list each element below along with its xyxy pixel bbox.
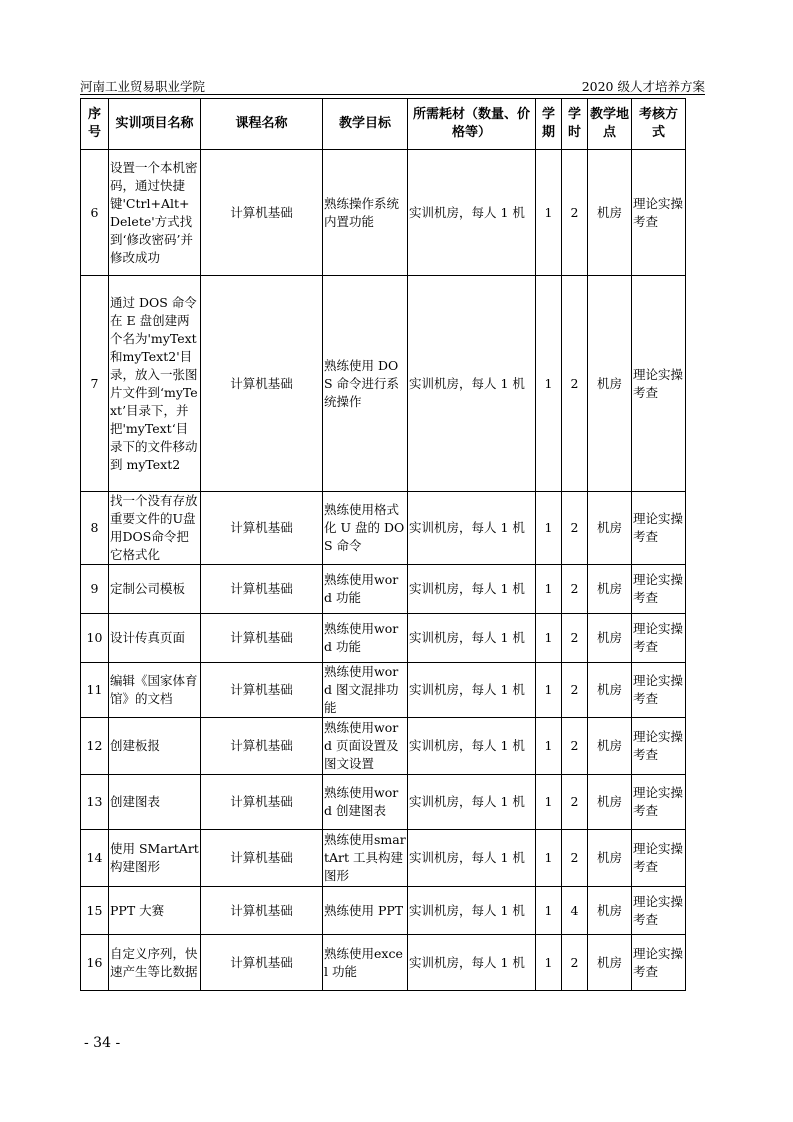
- cell-course: 计算机基础: [201, 935, 323, 991]
- cell-no: 15: [81, 887, 109, 935]
- cell-course: 计算机基础: [201, 492, 323, 565]
- col-header-goal: 教学目标: [323, 99, 408, 150]
- table-row: [81, 492, 686, 565]
- cell-project: 设计传真页面: [109, 614, 201, 663]
- header-institution: 河南工业贸易职业学院: [80, 79, 206, 94]
- cell-hours: 2: [562, 935, 588, 991]
- cell-course: 计算机基础: [201, 718, 323, 775]
- cell-exam: 理论实操考查: [632, 775, 686, 830]
- cell-goal: 熟练使用excel 功能: [323, 935, 408, 991]
- col-header-material: 所需耗材（数量、价格等）: [408, 99, 536, 150]
- cell-material: 实训机房，每人 1 机: [408, 935, 536, 991]
- cell-no: 13: [81, 775, 109, 830]
- cell-exam: 理论实操考查: [632, 887, 686, 935]
- cell-course: 计算机基础: [201, 775, 323, 830]
- cell-exam: 理论实操考查: [632, 492, 686, 565]
- table-row: [81, 614, 686, 663]
- table-row: [81, 663, 686, 718]
- table-row: [81, 276, 686, 492]
- cell-term: 1: [536, 663, 562, 718]
- cell-material: 实训机房，每人 1 机: [408, 830, 536, 887]
- cell-hours: 2: [562, 276, 588, 492]
- cell-hours: 2: [562, 775, 588, 830]
- cell-exam: 理论实操考查: [632, 935, 686, 991]
- cell-material: 实训机房，每人 1 机: [408, 276, 536, 492]
- cell-material: 实训机房，每人 1 机: [408, 775, 536, 830]
- cell-no: 6: [81, 150, 109, 276]
- table-header-row: [81, 99, 686, 150]
- cell-project: 定制公司模板: [109, 565, 201, 614]
- cell-project: 自定义序列，快速产生等比数据: [109, 935, 201, 991]
- page-number: - 34 -: [84, 1035, 121, 1051]
- cell-exam: 理论实操考查: [632, 830, 686, 887]
- cell-project: 使用 SMartArt构建图形: [109, 830, 201, 887]
- cell-exam: 理论实操考查: [632, 565, 686, 614]
- cell-place: 机房: [588, 150, 632, 276]
- cell-goal: 熟练操作系统内置功能: [323, 150, 408, 276]
- cell-goal: 熟练使用 PPT: [323, 887, 408, 935]
- cell-place: 机房: [588, 276, 632, 492]
- col-header-no: 序号: [81, 99, 109, 150]
- cell-course: 计算机基础: [201, 663, 323, 718]
- cell-exam: 理论实操考查: [632, 276, 686, 492]
- cell-no: 7: [81, 276, 109, 492]
- cell-course: 计算机基础: [201, 830, 323, 887]
- cell-project: 找一个没有存放重要文件的U盘用DOS命令把它格式化: [109, 492, 201, 565]
- cell-material: 实训机房，每人 1 机: [408, 887, 536, 935]
- cell-exam: 理论实操考查: [632, 150, 686, 276]
- cell-term: 1: [536, 565, 562, 614]
- cell-hours: 2: [562, 830, 588, 887]
- cell-term: 1: [536, 718, 562, 775]
- cell-term: 1: [536, 887, 562, 935]
- cell-material: 实训机房，每人 1 机: [408, 614, 536, 663]
- table-row: [81, 830, 686, 887]
- cell-course: 计算机基础: [201, 276, 323, 492]
- cell-project: 编辑《国家体育馆》的文档: [109, 663, 201, 718]
- training-table: [80, 98, 686, 991]
- cell-project: 通过 DOS 命令在 E 盘创建两个名为'myText 和myText2'目录，放入一张图片文件到‘myText’目录下，并把'myText‘目录下的文件移动到 myText2: [109, 276, 201, 492]
- header-document-title: 2020 级人才培养方案: [581, 79, 705, 94]
- cell-place: 机房: [588, 565, 632, 614]
- cell-hours: 2: [562, 565, 588, 614]
- cell-term: 1: [536, 935, 562, 991]
- cell-hours: 2: [562, 492, 588, 565]
- cell-place: 机房: [588, 935, 632, 991]
- cell-no: 10: [81, 614, 109, 663]
- cell-term: 1: [536, 492, 562, 565]
- cell-place: 机房: [588, 718, 632, 775]
- cell-hours: 2: [562, 614, 588, 663]
- cell-hours: 2: [562, 718, 588, 775]
- cell-material: 实训机房，每人 1 机: [408, 150, 536, 276]
- table-row: [81, 935, 686, 991]
- cell-no: 8: [81, 492, 109, 565]
- cell-term: 1: [536, 150, 562, 276]
- cell-hours: 2: [562, 663, 588, 718]
- cell-goal: 熟练使用word 页面设置及图文设置: [323, 718, 408, 775]
- table-row: [81, 887, 686, 935]
- col-header-place: 教学地点: [588, 99, 632, 150]
- cell-hours: 2: [562, 150, 588, 276]
- cell-material: 实训机房，每人 1 机: [408, 565, 536, 614]
- cell-goal: 熟练使用smartArt 工具构建图形: [323, 830, 408, 887]
- cell-course: 计算机基础: [201, 614, 323, 663]
- table-row: [81, 565, 686, 614]
- cell-no: 12: [81, 718, 109, 775]
- cell-no: 11: [81, 663, 109, 718]
- col-header-hours: 学时: [562, 99, 588, 150]
- cell-exam: 理论实操考查: [632, 663, 686, 718]
- cell-place: 机房: [588, 775, 632, 830]
- cell-no: 16: [81, 935, 109, 991]
- cell-term: 1: [536, 614, 562, 663]
- cell-goal: 熟练使用 DOS 命令进行系统操作: [323, 276, 408, 492]
- cell-project: 创建图表: [109, 775, 201, 830]
- col-header-term: 学期: [536, 99, 562, 150]
- cell-term: 1: [536, 830, 562, 887]
- table-row: [81, 718, 686, 775]
- cell-course: 计算机基础: [201, 887, 323, 935]
- cell-place: 机房: [588, 830, 632, 887]
- table-row: [81, 775, 686, 830]
- cell-material: 实训机房，每人 1 机: [408, 663, 536, 718]
- cell-hours: 4: [562, 887, 588, 935]
- cell-project: PPT 大赛: [109, 887, 201, 935]
- col-header-course: 课程名称: [201, 99, 323, 150]
- cell-material: 实训机房，每人 1 机: [408, 718, 536, 775]
- cell-material: 实训机房，每人 1 机: [408, 492, 536, 565]
- cell-place: 机房: [588, 492, 632, 565]
- cell-goal: 熟练使用word 创建图表: [323, 775, 408, 830]
- cell-goal: 熟练使用word 功能: [323, 565, 408, 614]
- cell-project: 创建板报: [109, 718, 201, 775]
- cell-place: 机房: [588, 887, 632, 935]
- cell-exam: 理论实操考查: [632, 718, 686, 775]
- cell-goal: 熟练使用格式化 U 盘的 DOS 命令: [323, 492, 408, 565]
- cell-no: 14: [81, 830, 109, 887]
- cell-place: 机房: [588, 663, 632, 718]
- cell-project: 设置一个本机密码，通过快捷键'Ctrl+Alt+Delete'方式找到‘修改密码’并修改成功: [109, 150, 201, 276]
- cell-course: 计算机基础: [201, 565, 323, 614]
- cell-term: 1: [536, 775, 562, 830]
- cell-course: 计算机基础: [201, 150, 323, 276]
- cell-exam: 理论实操考查: [632, 614, 686, 663]
- col-header-project: 实训项目名称: [109, 99, 201, 150]
- header-rule: [80, 94, 705, 95]
- cell-term: 1: [536, 276, 562, 492]
- cell-goal: 熟练使用word 功能: [323, 614, 408, 663]
- cell-no: 9: [81, 565, 109, 614]
- col-header-exam: 考核方式: [632, 99, 686, 150]
- table-row: [81, 150, 686, 276]
- cell-goal: 熟练使用word 图文混排功能: [323, 663, 408, 718]
- cell-place: 机房: [588, 614, 632, 663]
